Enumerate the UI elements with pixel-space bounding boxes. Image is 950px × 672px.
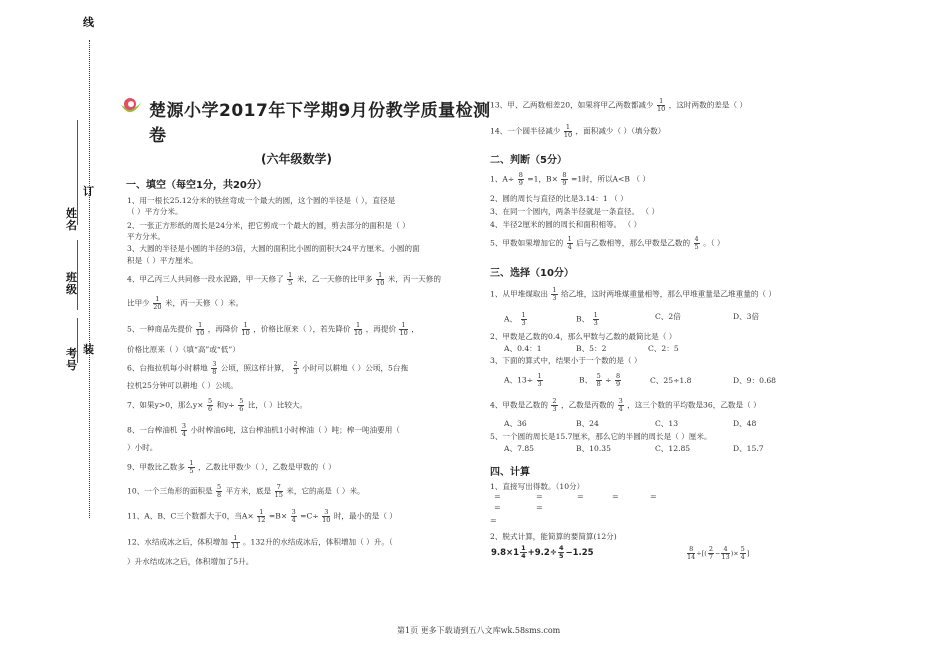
fraction: $\frac{3}{4}$: [181, 422, 186, 438]
q1-line1: 1、用一根长25.12分米的铁丝弯成一个最大的圆，这个圆的半径是（ ），直径是: [127, 196, 396, 205]
fraction: $\frac{1}{3}$: [552, 286, 557, 302]
fraction: $\frac{3}{4}$: [618, 397, 623, 413]
fraction: $\frac{1}{4}$: [521, 544, 526, 560]
choice-5-option-c: C、12.85: [655, 444, 691, 453]
fraction: $\frac{1}{11}$: [231, 534, 240, 550]
judge-3: 3、在同一个圆内，两条半径就是一条直径。 （ ）: [490, 207, 660, 216]
answer-blank: =: [536, 503, 543, 512]
answer-blank: =: [612, 492, 619, 501]
gutter-zhuang: 装: [83, 343, 94, 356]
q4-line1: 4、甲乙丙三人共同修一段水泥路，甲一天修了 $\frac{1}{5}$ 米，乙一天修的比甲多 $\frac{1}{10}$ 米，丙一天修的: [127, 271, 441, 287]
q9: 9、甲数比乙数多 $\frac{1}{5}$ ，乙数比甲数少（ ），乙数是甲数的（ ）: [127, 459, 336, 475]
binding-dotted-line: [89, 40, 90, 518]
q12-line2: ）升水结成冰之后，体积增加了5升。: [127, 557, 254, 566]
fraction: $\frac{8}{9}$: [615, 372, 621, 388]
fraction: $\frac{5}{8}$: [217, 483, 222, 499]
fraction: $\frac{1}{10}$: [399, 321, 408, 337]
choice-4-option-d: D、48: [733, 419, 757, 428]
fraction: $\frac{4}{13}$: [721, 545, 730, 561]
choice-4: 4、甲数是乙数的 $\frac{2}{3}$ ，乙数是丙数的 $\frac{3}{4}$ ，这三个数的平均数是36，乙数是（ ）: [490, 397, 761, 413]
choice-3-option-d: D、9：0.68: [733, 376, 777, 385]
school-logo-icon: [118, 95, 144, 121]
answer-blank: =: [494, 503, 501, 512]
choice-1: 1、从甲堆煤取出 $\frac{1}{3}$ 给乙堆，这时两堆煤重量相等，那么甲堆重量是乙堆重量的（ ）: [490, 286, 777, 302]
fraction: $\frac{2}{3}$: [552, 397, 557, 413]
page-title-line2: 卷: [149, 126, 167, 146]
fraction: $\frac{1}{5}$: [288, 271, 293, 287]
fraction: $\frac{1}{10}$: [353, 321, 363, 337]
q7: 7、如果y>0，那么y× $\frac{5}{6}$ 和y÷ $\frac{5}{6}$ 比，（ ）比较大。: [127, 397, 308, 413]
fraction: $\frac{1}{4}$: [567, 235, 572, 251]
choice-4-option-c: C、13: [655, 419, 679, 428]
answer-blank: =: [650, 492, 657, 501]
calc-direct-label: 1、直接写出得数。（10分）: [490, 482, 585, 491]
q4-line2: 比甲少 $\frac{1}{20}$ 米，丙一天修（ ）米。: [127, 295, 244, 311]
fraction: $\frac{3}{8}$: [212, 360, 217, 376]
judge-5: 5、甲数如果增加它的 $\frac{1}{4}$ 后与乙数相等，那么甲数是乙数的 $\frac{4}{5}$ 。（ ）: [490, 235, 725, 251]
section-judge: 二、判断（5分）: [490, 155, 567, 166]
fraction: $\frac{2}{3}$: [293, 360, 298, 376]
fraction: $\frac{1}{10}$: [376, 271, 385, 287]
judge-2: 2、圆的周长与直径的比是3.14：1 （ ）: [490, 194, 628, 203]
choice-5-option-d: D、15.7: [733, 444, 764, 453]
judge-4: 4、半径2厘米的圆的周长和面积相等。 （ ）: [490, 220, 642, 229]
fraction: $\frac{1}{3}$: [593, 311, 598, 327]
gutter-ding: 订: [83, 185, 94, 198]
section-choice: 三、选择（10分）: [490, 268, 574, 279]
q8-line1: 8、一台榨油机 $\frac{3}{4}$ 小时榨油6吨，这台榨油机1小时榨油（ ）吨；榨一吨油要用（: [127, 422, 400, 438]
choice-2-option-c: C、2：5: [648, 344, 679, 353]
q3-line1: 3、大圆的半径是小圆的半径的3倍，大圆的面积比小圆的面积大24平方厘米。小圆的面: [127, 244, 420, 253]
fraction: $\frac{3}{10}$: [322, 508, 331, 524]
label-kaohao: 考号: [66, 347, 77, 372]
choice-5-option-b: B、10.35: [576, 444, 611, 453]
q6-line2: 拉机25分钟可以耕地（ ）公顷。: [127, 381, 238, 390]
q5-line1: 5、一种商品先提价 $\frac{1}{10}$ ，再降价 $\frac{1}{10}$ ，价格比原来（ ），若先降价 $\frac{1}{10}$ ，再提价 $\frac{1}{10}$ ，: [127, 321, 419, 337]
fraction: $\frac{1}{10}$: [241, 321, 250, 337]
choice-5: 5、一个圆的周长是15.7厘米，那么它的半圆的周长是（ ）厘米。: [490, 432, 712, 441]
choice-5-option-a: A、7.85: [504, 444, 534, 453]
choice-1-option-d: D、3倍: [733, 312, 760, 321]
fraction: $\frac{5}{8}$: [596, 372, 601, 388]
q13: 13、甲、乙两数相差20，如果将甲乙两数都减少 $\frac{1}{10}$ ，这时两数的差是（ ）: [490, 97, 748, 113]
fraction: $\frac{1}{10}$: [657, 97, 666, 113]
fraction: $\frac{8}{9}$: [562, 171, 567, 187]
fraction: $\frac{3}{4}$: [291, 508, 296, 524]
label-xingming: 姓名: [66, 207, 77, 232]
choice-2-option-b: B、5：2: [576, 344, 607, 353]
answer-blank: =: [536, 492, 543, 501]
fraction: $\frac{4}{5}$: [694, 235, 699, 251]
q2-line2: 平方分米。: [127, 232, 165, 241]
section-calc: 四、计算: [490, 467, 530, 478]
q3-line2: 积是（ ）平方厘米。: [127, 256, 198, 265]
calc-stepwise-label: 2、脱式计算，能简算的要简算(12分): [490, 532, 617, 541]
fraction: $\frac{5}{6}$: [239, 397, 244, 413]
gutter-xian: 线: [83, 16, 94, 29]
label-banji: 班级: [66, 271, 77, 296]
fraction: $\frac{1}{20}$: [153, 295, 162, 311]
answer-blank: =: [577, 492, 584, 501]
fraction: $\frac{1}{3}$: [521, 311, 526, 327]
q11: 11、A、B、C三个数都大于0，当A× $\frac{1}{12}$ =B× $\frac{3}{4}$ =C÷ $\frac{3}{10}$ 时，最小的是（ ）: [127, 508, 398, 524]
answer-blank: =: [490, 516, 497, 525]
page-title: 楚源小学2017年下学期9月份教学质量检测: [149, 101, 491, 121]
calc-expression-2: $\frac{8}{14}$ ÷[( $\frac{2}{7}$ − $\frac{4}{13}$ )× $\frac{5}{4}$ ]: [687, 545, 750, 561]
q12-line1: 12、水结成冰之后，体积增加 $\frac{1}{11}$ 。132升的水结成冰后，体积增加（ ）升。（: [127, 534, 393, 550]
choice-1-option-b: B、 $\frac{1}{3}$: [576, 311, 598, 327]
choice-4-option-a: A、36: [504, 419, 527, 428]
choice-3-option-b: B、 $\frac{5}{8}$ ÷ $\frac{8}{9}$: [579, 372, 621, 388]
subtitle: (六年级数学): [261, 152, 332, 166]
fraction: $\frac{1}{5}$: [189, 459, 194, 475]
choice-2: 2、甲数是乙数的0.4，那么甲数与乙数的最简比是（ ）: [490, 332, 677, 341]
choice-3-option-a: A、13÷ $\frac{1}{3}$: [504, 372, 542, 388]
judge-1: 1、A÷ $\frac{8}{9}$ =1，B× $\frac{8}{9}$ =1时，所以A<B （ ）: [490, 171, 650, 187]
q8-line2: ）小时。: [127, 443, 158, 452]
q6-line1: 6、台拖拉机每小时耕地 $\frac{3}{8}$ 公顷，照这样计算， $\frac{2}{3}$ 小时可以耕地（ ）公顷，5台拖: [127, 360, 409, 376]
choice-2-option-a: A、0.4：1: [504, 344, 542, 353]
q2-line1: 2、一张正方形纸的周长是24分米，把它剪成一个最大的圆，剪去部分的面积是（ ）: [127, 221, 410, 230]
q1-line2: （ ）平方分米。: [127, 207, 183, 216]
fraction: $\frac{7}{15}$: [274, 483, 283, 499]
fraction: $\frac{1}{12}$: [257, 508, 266, 524]
fraction: $\frac{4}{5}$: [558, 544, 564, 560]
fraction: $\frac{5}{4}$: [740, 545, 745, 561]
fraction: $\frac{2}{7}$: [708, 545, 713, 561]
choice-3: 3、下面的算式中，结果小于一个数的是（ ）: [490, 356, 642, 365]
section-fill-blank: 一、填空（每空1分，共20分）: [126, 180, 267, 191]
answer-blank: =: [494, 492, 501, 501]
page-footer: 第1页 更多下载请到五八文库wk.58sms.com: [397, 626, 561, 635]
fraction: $\frac{8}{14}$: [687, 545, 696, 561]
q5-line2: 价格比原来（ ）（填“高”或“低”）: [127, 345, 240, 354]
choice-1-option-a: A、 $\frac{1}{3}$: [504, 311, 526, 327]
fraction: $\frac{8}{9}$: [518, 171, 523, 187]
fraction: $\frac{5}{6}$: [207, 397, 213, 413]
choice-1-option-c: C、2倍: [655, 312, 681, 321]
q10: 10、一个三角形的面积是 $\frac{5}{8}$ 平方米，底是 $\frac{7}{15}$ 米，它的高是（ ）米。: [127, 483, 365, 499]
fraction: $\frac{1}{10}$: [563, 123, 573, 139]
choice-4-option-b: B、24: [576, 419, 599, 428]
calc-expression-1: 9.8×1 $\frac{1}{4}$ +9.2÷ $\frac{4}{5}$ −1.25: [491, 544, 594, 560]
fraction: $\frac{1}{10}$: [196, 321, 205, 337]
q14: 14、一个圆半径减少 $\frac{1}{10}$ ，面积减少（ ）（填分数）: [490, 123, 666, 139]
fraction: $\frac{1}{3}$: [537, 372, 542, 388]
choice-3-option-c: C、25÷1.8: [650, 376, 692, 385]
